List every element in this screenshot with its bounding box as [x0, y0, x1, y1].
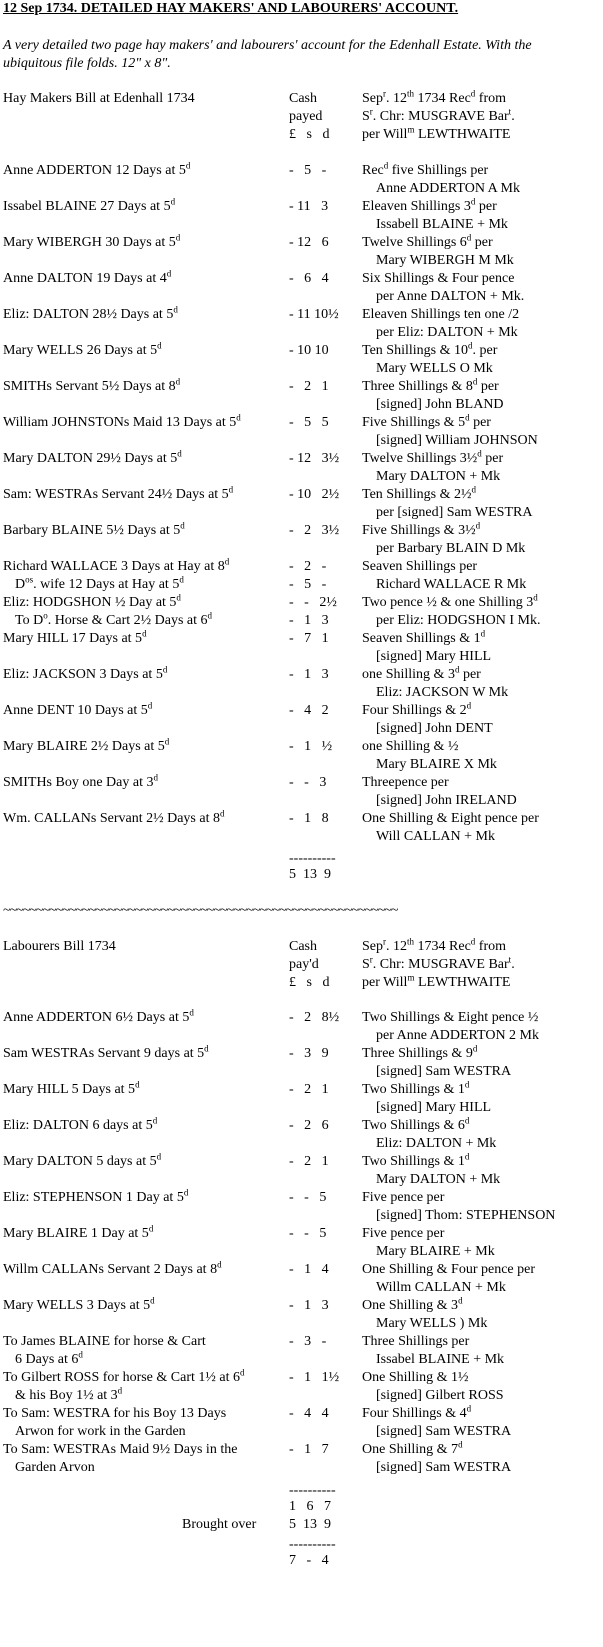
lab-grand-total: 7 - 4 [289, 1553, 329, 1568]
hay-row [0, 594, 603, 630]
lab-cash-l2: pay'd [289, 957, 319, 972]
lab-row-amount: - 2 6 [289, 1118, 329, 1133]
hay-row-receipt: Threepence per [signed] John IRELAND [362, 775, 517, 808]
lab-row [0, 1369, 603, 1405]
hay-row-receipt: Seaven Shillings per Richard WALLACE R Mk [362, 559, 527, 592]
section-divider: ~~~~~~~~~~~~~~~~~~~~~~~~~~~~~~~~~~~~~~~~~~~~~~~~~~~~~~~~~~~~ [3, 903, 398, 918]
hay-row-name: Mary BLAIRE 2½ Days at 5$^d$ [3, 736, 170, 754]
hay-row-name: Eliz: HODGSHON ½ Day at 5$^d$ To $D^o$. Horse & Cart 2½ Days at 6$^d$ [3, 592, 212, 628]
lab-row [0, 1189, 603, 1225]
lab-row-receipt: Two Shillings & Eight pence ½ per Anne ADDERTON 2 Mk [362, 1010, 540, 1043]
hay-row [0, 558, 603, 594]
hay-row [0, 342, 603, 378]
hay-row-receipt: Eleaven Shillings ten one /2 per Eliz: DALTON + Mk [362, 307, 520, 340]
lab-row-name: Anne ADDERTON 6½ Days at 5$^d$ [3, 1007, 194, 1025]
hay-row-receipt: one Shilling & 3$^d$ per Eliz: JACKSON W Mk [362, 664, 509, 700]
lab-sub-rule: ---------- [289, 1483, 336, 1498]
lab-row-amount: - - 5 [289, 1226, 327, 1241]
hay-row-receipt: Seaven Shillings & 1$^d$ [signed] Mary HILL [362, 628, 492, 664]
hay-row-receipt: Five Shillings & 5$^d$ per [signed] William JOHNSON [362, 412, 538, 448]
hay-rec-l3: per Will$^m$ LEWTHWAITE [362, 124, 511, 142]
lab-row [0, 1117, 603, 1153]
lab-row-receipt: Two Shillings & 1$^d$ [signed] Mary HILL [362, 1079, 492, 1115]
hay-row-receipt: Twelve Shillings 6$^d$ per Mary WIBERGH M Mk [362, 232, 514, 268]
hay-row-name: Sam: WESTRAs Servant 24½ Days at 5$^d$ [3, 484, 234, 502]
hay-row-amount: - 5 5 [289, 415, 329, 430]
hay-row-name: Issabel BLAINE 27 Days at 5$^d$ [3, 196, 176, 214]
lab-row-name: Mary DALTON 5 days at 5$^d$ [3, 1151, 162, 1169]
lab-row-receipt: Five pence per Mary BLAIRE + Mk [362, 1226, 495, 1259]
hay-row [0, 630, 603, 666]
lab-row-receipt: Five pence per [signed] Thom: STEPHENSON [362, 1190, 556, 1223]
lab-row [0, 1261, 603, 1297]
lab-row-receipt: Two Shillings & 1$^d$ Mary DALTON + Mk [362, 1151, 501, 1187]
hay-row-name: Richard WALLACE 3 Days at Hay at 8$^d$ $D^{os}$. wife 12 Days at Hay at 5$^d$ [3, 556, 230, 592]
hay-row [0, 774, 603, 810]
hay-row [0, 522, 603, 558]
hay-row-amount: - 1 ½ [289, 739, 333, 754]
lab-row-amount: - 1 3 [289, 1298, 329, 1313]
lab-cash-l1: Cash [289, 939, 317, 954]
hay-row-amount: - 11 3 [289, 199, 329, 214]
hay-row-amount: - 7 1 [289, 631, 329, 646]
hay-row-name: Wm. CALLANs Servant 2½ Days at 8$^d$ [3, 808, 225, 826]
brought-over-label: Brought over [182, 1517, 257, 1532]
hay-row [0, 270, 603, 306]
hay-row-amount: - 10 2½ [289, 487, 340, 502]
hay-row-receipt: One Shilling & Eight pence per Will CALLAN + Mk [362, 811, 539, 844]
hay-row-receipt: Five Shillings & 3½$^d$ per Barbary BLAIN D Mk [362, 520, 526, 556]
lab-row-receipt: One Shilling & 1½ [signed] Gilbert ROSS [362, 1370, 504, 1403]
hay-row-amount: - 12 3½ [289, 451, 340, 466]
hay-cash-l1: Cash [289, 91, 317, 106]
hay-row [0, 162, 603, 198]
lab-rec-l2: $S^r$. Chr: MUSGRAVE Bar$^t$. [362, 954, 515, 972]
lab-row [0, 1225, 603, 1261]
hay-bill-heading: Hay Makers Bill at Edenhall 1734 [3, 91, 195, 106]
hay-row-name: Mary WELLS 26 Days at 5$^d$ [3, 340, 162, 358]
hay-row [0, 414, 603, 450]
hay-total: 5 13 9 [289, 867, 331, 882]
lab-row-amount: - 3 9 [289, 1046, 329, 1061]
lab-row-amount: - 2 1 [289, 1154, 329, 1169]
lab-row [0, 1297, 603, 1333]
hay-row-receipt: Twelve Shillings 3½$^d$ per Mary DALTON + Mk [362, 448, 504, 484]
hay-row-amount: - 2 1 [289, 379, 329, 394]
hay-rec-l2: $S^r$. Chr: MUSGRAVE Bar$^t$. [362, 106, 515, 124]
lab-row-receipt: Two Shillings & 6$^d$ Eliz: DALTON + Mk [362, 1115, 497, 1151]
lab-row-receipt: Three Shillings & 9$^d$ [signed] Sam WESTRA [362, 1043, 512, 1079]
hay-row [0, 378, 603, 414]
hay-row-name: SMITHs Servant 5½ Days at 8$^d$ [3, 376, 181, 394]
lab-bill-heading: Labourers Bill 1734 [3, 939, 116, 954]
lab-row-name: Sam WESTRAs Servant 9 days at 5$^d$ [3, 1043, 209, 1061]
hay-row-amount: - 11 10½ [289, 307, 339, 322]
hay-row-name: Anne DENT 10 Days at 5$^d$ [3, 700, 153, 718]
hay-row-receipt: Three Shillings & 8$^d$ per [signed] John BLAND [362, 376, 504, 412]
hay-row-name: Mary DALTON 29½ Days at 5$^d$ [3, 448, 182, 466]
hay-row-name: Anne DALTON 19 Days at 4$^d$ [3, 268, 172, 286]
lab-row-receipt: Three Shillings per Issabel BLAINE + Mk [362, 1334, 505, 1367]
lab-row-amount: - 1 1½ [289, 1370, 340, 1385]
hay-row-amount: - 4 2 [289, 703, 329, 718]
hay-row-amount: - 10 10 [289, 343, 329, 358]
hay-row-name: Eliz: JACKSON 3 Days at 5$^d$ [3, 664, 168, 682]
hay-row [0, 810, 603, 846]
lab-row-amount: - 1 4 [289, 1262, 329, 1277]
lab-row-amount: - 4 4 [289, 1406, 329, 1421]
hay-row-receipt: Rec$^d$ five Shillings per Anne ADDERTON A Mk [362, 160, 520, 196]
lab-row-name: Mary HILL 5 Days at 5$^d$ [3, 1079, 140, 1097]
hay-row-receipt: Eleaven Shillings 3$^d$ per Issabell BLAINE + Mk [362, 196, 508, 232]
lab-subtotal: 1 6 7 [289, 1499, 331, 1514]
lab-row [0, 1441, 603, 1477]
lab-row [0, 1333, 603, 1369]
lab-row-receipt: One Shilling & 3$^d$ Mary WELLS ) Mk [362, 1295, 488, 1331]
hay-row-receipt: one Shilling & ½ Mary BLAIRE X Mk [362, 739, 497, 772]
lab-row-name: To Sam: WESTRA for his Boy 13 Days Arwon for work in the Garden [3, 1406, 227, 1439]
hay-row-name: Anne ADDERTON 12 Days at 5$^d$ [3, 160, 191, 178]
hay-row [0, 486, 603, 522]
lab-row-name: Eliz: DALTON 6 days at 5$^d$ [3, 1115, 158, 1133]
hay-row-name: SMITHs Boy one Day at 3$^d$ [3, 772, 158, 790]
hay-row-receipt: Six Shillings & Four pence per Anne DALTON + Mk. [362, 271, 525, 304]
lab-grand-rule: ---------- [289, 1537, 336, 1552]
lab-row-amount: - 1 7 [289, 1442, 329, 1457]
intro-paragraph: A very detailed two page hay makers' and labourers' account for the Edenhall Estate. With the ubiquitous file folds. 12" x 8". [3, 38, 532, 71]
hay-row [0, 306, 603, 342]
hay-row [0, 198, 603, 234]
lab-row [0, 1153, 603, 1189]
hay-row-name: Mary WIBERGH 30 Days at 5$^d$ [3, 232, 181, 250]
lab-row [0, 1009, 603, 1045]
hay-cash-l2: payed [289, 109, 323, 124]
lab-row-name: To James BLAINE for horse & Cart 6 Days at 6$^d$ [3, 1334, 206, 1367]
lab-row-name: Eliz: STEPHENSON 1 Day at 5$^d$ [3, 1187, 189, 1205]
lab-row [0, 1081, 603, 1117]
hay-row-receipt: Ten Shillings & 10$^d$. per Mary WELLS O Mk [362, 340, 498, 376]
lab-cash-l3: £ s d [289, 975, 330, 990]
lab-row-name: Mary WELLS 3 Days at 5$^d$ [3, 1295, 155, 1313]
lab-row [0, 1045, 603, 1081]
lab-rec-l1: Sep$^r$. 12th 1734 Rec$^d$ from [362, 936, 506, 954]
lab-row-receipt: Four Shillings & 4$^d$ [signed] Sam WESTRA [362, 1403, 512, 1439]
hay-row [0, 666, 603, 702]
hay-total-rule: ---------- [289, 851, 336, 866]
hay-row-receipt: Ten Shillings & 2½$^d$ per [signed] Sam WESTRA [362, 484, 533, 520]
hay-row-amount: - 2 3½ [289, 523, 340, 538]
hay-row-amount: - - 3 [289, 775, 327, 790]
lab-row-name: Mary BLAIRE 1 Day at 5$^d$ [3, 1223, 154, 1241]
hay-rec-l1: Sep$^r$. 12th 1734 Rec$^d$ from [362, 88, 506, 106]
hay-cash-l3: £ s d [289, 127, 330, 142]
hay-row [0, 450, 603, 486]
hay-row-name: Eliz: DALTON 28½ Days at 5$^d$ [3, 304, 178, 322]
lab-rec-l3: per Will$^m$ LEWTHWAITE [362, 972, 511, 990]
hay-row-amount: - 1 3 [289, 667, 329, 682]
lab-row-name: To Sam: WESTRAs Maid 9½ Days in the Garden Arvon [3, 1442, 238, 1475]
lab-row-name: To Gilbert ROSS for horse & Cart 1½ at 6$^d$ & his Boy 1½ at 3$^d$ [3, 1367, 245, 1403]
lab-row-receipt: One Shilling & Four pence per Willm CALLAN + Mk [362, 1262, 536, 1295]
hay-row-amount: - 2 - - 5 - [289, 559, 327, 592]
hay-row-receipt: Two pence ½ & one Shilling 3$^d$ per Eliz: HODGSHON I Mk. [362, 592, 541, 628]
lab-row-amount: - 3 - [289, 1334, 327, 1349]
lab-row-amount: - 2 1 [289, 1082, 329, 1097]
hay-row [0, 234, 603, 270]
hay-row-amount: - 1 8 [289, 811, 329, 826]
hay-row-receipt: Four Shillings & 2$^d$ [signed] John DENT [362, 700, 493, 736]
hay-row-amount: - 5 - [289, 163, 327, 178]
lab-row-receipt: One Shilling & 7$^d$ [signed] Sam WESTRA [362, 1439, 512, 1475]
lab-row-amount: - 2 8½ [289, 1010, 340, 1025]
hay-row-amount: - 12 6 [289, 235, 329, 250]
lab-row [0, 1405, 603, 1441]
hay-row-name: Barbary BLAINE 5½ Days at 5$^d$ [3, 520, 185, 538]
brought-over-value: 5 13 9 [289, 1517, 331, 1532]
hay-row [0, 738, 603, 774]
lab-row-name: Willm CALLANs Servant 2 Days at 8$^d$ [3, 1259, 222, 1277]
hay-row-amount: - - 2½ - 1 3 [289, 595, 337, 628]
hay-row-amount: - 6 4 [289, 271, 329, 286]
hay-row [0, 702, 603, 738]
lab-row-amount: - - 5 [289, 1190, 327, 1205]
hay-row-name: Mary HILL 17 Days at 5$^d$ [3, 628, 147, 646]
hay-row-name: William JOHNSTONs Maid 13 Days at 5$^d$ [3, 412, 241, 430]
document-title: 12 Sep 1734. DETAILED HAY MAKERS' AND LABOURERS' ACCOUNT. [3, 1, 459, 16]
